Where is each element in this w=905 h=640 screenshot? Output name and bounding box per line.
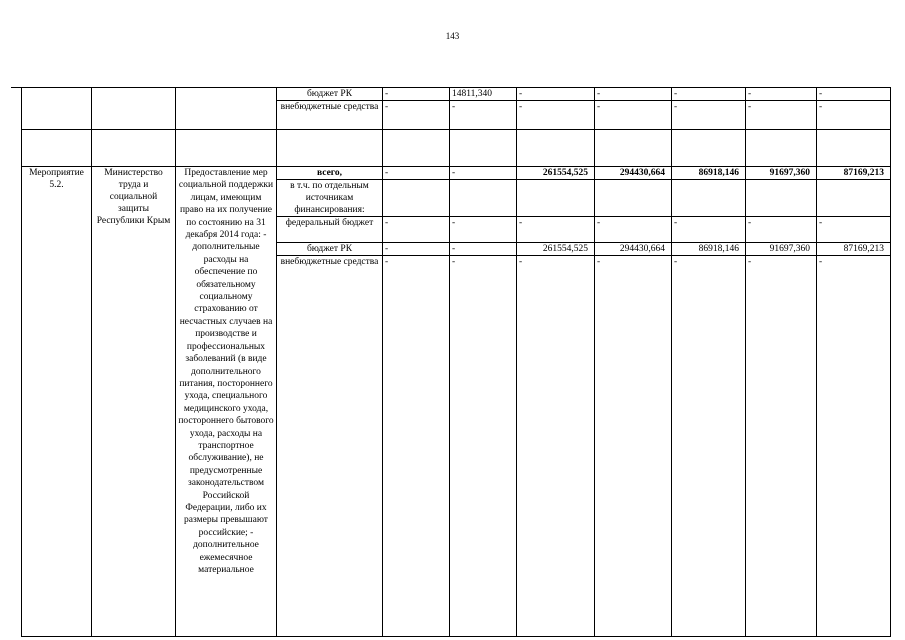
value-cell: - <box>746 88 817 101</box>
value-cell: - <box>383 243 450 256</box>
value-cell: - <box>817 88 891 101</box>
value-cell: - <box>595 217 672 243</box>
value-cell: - <box>672 217 746 243</box>
funding-source: внебюджетные средства <box>277 101 383 130</box>
value-cell: - <box>817 256 891 637</box>
value-cell: - <box>817 101 891 130</box>
value-cell: 91697,360 <box>746 243 817 256</box>
budget-table <box>21 87 891 637</box>
value-cell: - <box>383 217 450 243</box>
value-cell: - <box>450 217 517 243</box>
value-cell: - <box>746 217 817 243</box>
value-cell: - <box>383 167 450 180</box>
value-cell: - <box>517 88 595 101</box>
funding-source: всего, <box>277 167 383 180</box>
value-cell: - <box>746 101 817 130</box>
value-cell: - <box>450 101 517 130</box>
value-cell: 294430,664 <box>595 167 672 180</box>
measure-description: Предоставление мер социальной поддержки лицам, имеющим право на их получение по состоянию на 31 декабря 2014 года: - дополнительные расходы на обеспечение по обязательному социальному страхованию от несчастных случаев на производстве и профессиональных заболеваний (в виде дополнительного питания, постороннего ухода, специального медицинского ухода, постороннего бытового ухода, расходы на транспортное обслуживание), не предусмотренные законодательством Российской Федерации, либо их размеры превышают российские; - дополнительное ежемесячное материальное <box>176 167 277 637</box>
value-cell: - <box>517 217 595 243</box>
value-cell: 261554,525 <box>517 167 595 180</box>
value-cell: 86918,146 <box>672 243 746 256</box>
funding-source: в т.ч. по отдельным источникам финансирования: <box>277 180 383 217</box>
value-cell <box>383 180 450 217</box>
value-cell: - <box>383 256 450 637</box>
value-cell <box>746 180 817 217</box>
table-row <box>22 167 891 180</box>
empty-cell <box>22 88 92 130</box>
value-cell <box>672 180 746 217</box>
value-cell: - <box>672 256 746 637</box>
value-cell: - <box>450 256 517 637</box>
value-cell: - <box>595 88 672 101</box>
empty-cell <box>176 88 277 130</box>
value-cell <box>450 180 517 217</box>
value-cell: - <box>746 256 817 637</box>
value-cell: 14811,340 <box>450 88 517 101</box>
funding-source: бюджет РК <box>277 243 383 256</box>
executor: Министерство труда и социальной защиты Республики Крым <box>92 167 176 637</box>
value-cell: - <box>450 167 517 180</box>
value-cell: - <box>595 256 672 637</box>
table-row <box>22 88 891 101</box>
value-cell: 87169,213 <box>817 167 891 180</box>
value-cell: 91697,360 <box>746 167 817 180</box>
value-cell <box>817 180 891 217</box>
value-cell: - <box>383 88 450 101</box>
value-cell <box>595 180 672 217</box>
value-cell: - <box>672 101 746 130</box>
value-cell: 294430,664 <box>595 243 672 256</box>
value-cell: 87169,213 <box>817 243 891 256</box>
value-cell: 261554,525 <box>517 243 595 256</box>
measure-name: Мероприятие 5.2. <box>22 167 92 637</box>
value-cell: - <box>517 101 595 130</box>
value-cell: - <box>517 256 595 637</box>
spacer-row <box>22 130 891 167</box>
value-cell: - <box>817 217 891 243</box>
funding-source: внебюджетные средства <box>277 256 383 637</box>
value-cell: - <box>595 101 672 130</box>
funding-source: бюджет РК <box>277 88 383 101</box>
value-cell: - <box>383 101 450 130</box>
funding-source: федеральный бюджет <box>277 217 383 243</box>
value-cell <box>517 180 595 217</box>
empty-cell <box>92 88 176 130</box>
value-cell: 86918,146 <box>672 167 746 180</box>
page-number: 143 <box>445 31 460 41</box>
value-cell: - <box>450 243 517 256</box>
value-cell: - <box>672 88 746 101</box>
